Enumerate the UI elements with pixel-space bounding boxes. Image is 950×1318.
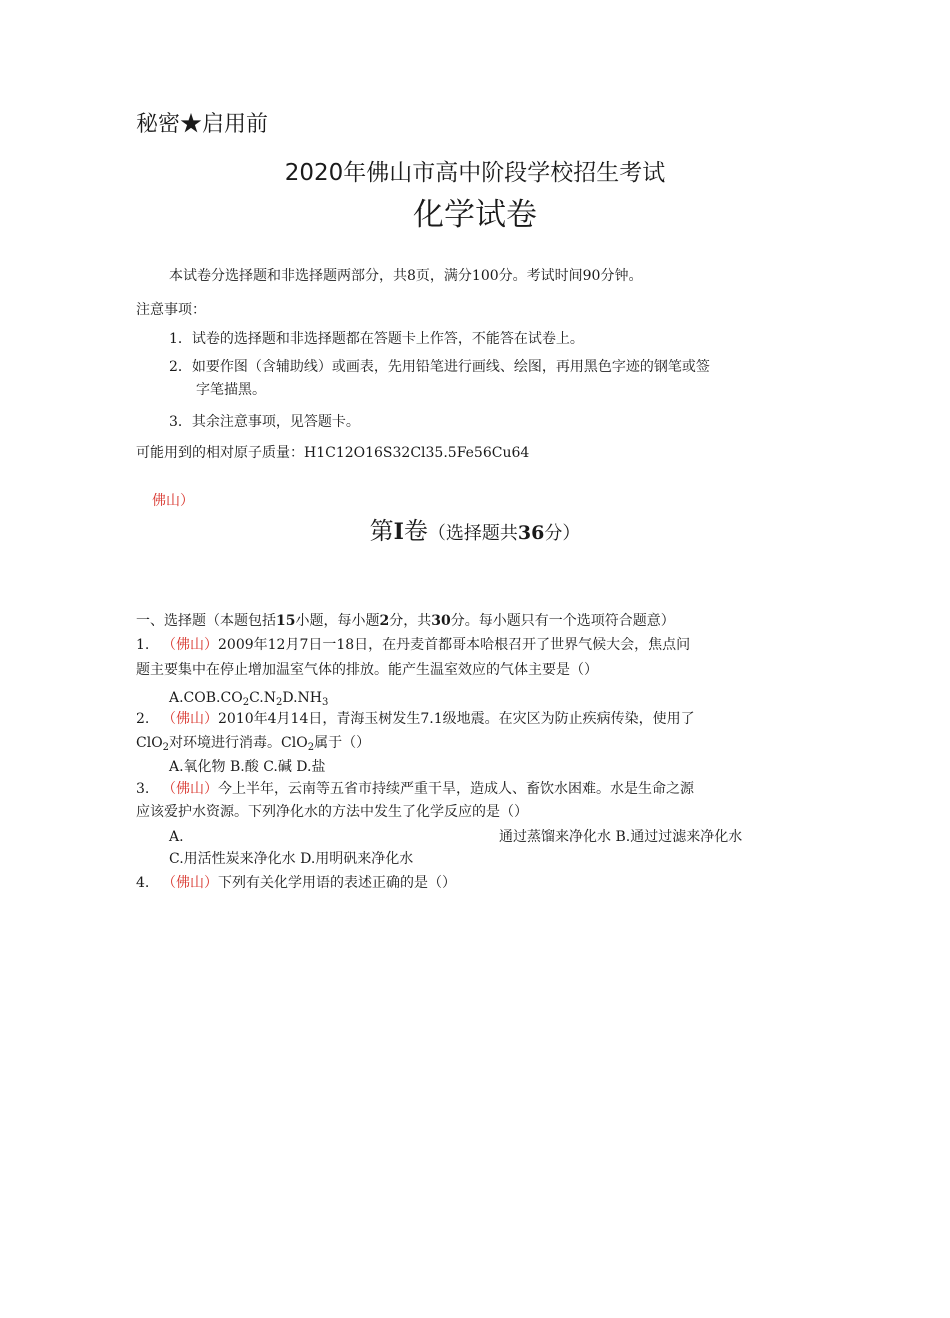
question-text: 下列有关化学用语的表述正确的是（） (218, 875, 456, 891)
question-source-tag: （佛山） (162, 875, 218, 891)
part-title-score: 36 (517, 522, 545, 544)
question-3-options-cd: C.用活性炭来净化水 D.用明矾来净化水 (169, 851, 414, 867)
question-text: 今上半年，云南等五省市持续严重干旱，造成人、畜饮水困难。水是生命之源 (218, 781, 694, 797)
subscript: 2 (162, 742, 170, 753)
question-3-options-ab: 通过蒸馏来净化水 B.通过过滤来净化水 (499, 829, 743, 845)
question-1 (136, 635, 690, 655)
question-text: 2010年4月14日，青海玉树发生7.1级地震。在灾区为防止疾病传染，使用了 (218, 711, 695, 727)
atomic-masses: 可能用到的相对原子质量：H1C12O16S32Cl35.5Fe56Cu64 (136, 445, 530, 461)
section-total: 30 (431, 613, 451, 629)
question-1-options (169, 688, 328, 708)
question-3-line-2: 应该爱护水资源。下列净化水的方法中发生了化学反应的是（） (136, 804, 528, 820)
subscript: 2 (307, 742, 315, 753)
question-number: 3. (136, 781, 150, 797)
subscript: 2 (275, 697, 283, 708)
question-1-line-2: 题主要集中在停止增加温室气体的排放。能产生温室效应的气体主要是（） (136, 662, 598, 678)
section-per-score: 2 (379, 613, 390, 629)
question-source-tag: （佛山） (162, 781, 218, 797)
note-item-2-cont: 字笔描黑。 (196, 382, 266, 398)
question-3-option-a-label: A. (169, 829, 184, 845)
question-2-line-2 (136, 733, 370, 753)
section-text-g: 分。每小题只有一个选项符合题意） (450, 613, 675, 629)
part-title-f: 分） (544, 523, 581, 544)
intro-text: 本试卷分选择题和非选择题两部分，共8页，满分100分。考试时间90分钟。 (169, 268, 643, 284)
section-text-a: 一、选择题（本题包括 (136, 613, 276, 629)
part-title-roman: I (393, 519, 404, 545)
part-title-c: 卷 (403, 517, 428, 545)
section-heading (136, 611, 675, 631)
question-2-options: A.氧化物 B.酸 C.碱 D.盐 (169, 759, 326, 775)
part-one-title (0, 514, 950, 551)
note-item-2: 2．如要作图（含辅助线）或画表，先用铅笔进行画线、绘图，再用黑色字迹的钢笔或签 (169, 359, 710, 375)
option-text: A.COB.CO (169, 690, 243, 706)
question-number: 2. (136, 711, 150, 727)
question-number: 4. (136, 875, 150, 891)
question-4 (136, 873, 456, 893)
part-title-a: 第 (369, 517, 394, 545)
subscript: 2 (242, 697, 250, 708)
question-text: 2009年12月7日一18日，在丹麦首都哥本哈根召开了世界气候大会，焦点问 (218, 637, 691, 653)
note-item-3: 3．其余注意事项，见答题卡。 (169, 414, 360, 430)
section-text-e: 分，共 (389, 613, 432, 629)
question-text: 对环境进行消毒。ClO (169, 735, 308, 751)
question-2 (136, 709, 695, 729)
option-text: D.NH (282, 690, 322, 706)
source-tag: 佛山） (152, 493, 194, 509)
question-source-tag: （佛山） (162, 637, 218, 653)
exam-title: 2020年佛山市高中阶段学校招生考试 (284, 160, 666, 186)
notes-heading: 注意事项： (136, 302, 206, 318)
question-3 (136, 779, 694, 799)
note-item-1: 1．试卷的选择题和非选择题都在答题卡上作答，不能答在试卷上。 (169, 331, 584, 347)
formula: ClO (136, 735, 163, 751)
subscript: 3 (322, 697, 329, 708)
section-count: 15 (276, 613, 296, 629)
question-number: 1. (136, 637, 150, 653)
option-text: C.N (249, 690, 276, 706)
section-text-c: 小题，每小题 (295, 613, 380, 629)
confidential-mark: 秘密★启用前 (136, 112, 269, 137)
question-text: 属于（） (314, 735, 371, 751)
question-source-tag: （佛山） (162, 711, 218, 727)
paper-title: 化学试卷 (413, 197, 537, 233)
part-title-d: （选择题共 (427, 523, 518, 544)
